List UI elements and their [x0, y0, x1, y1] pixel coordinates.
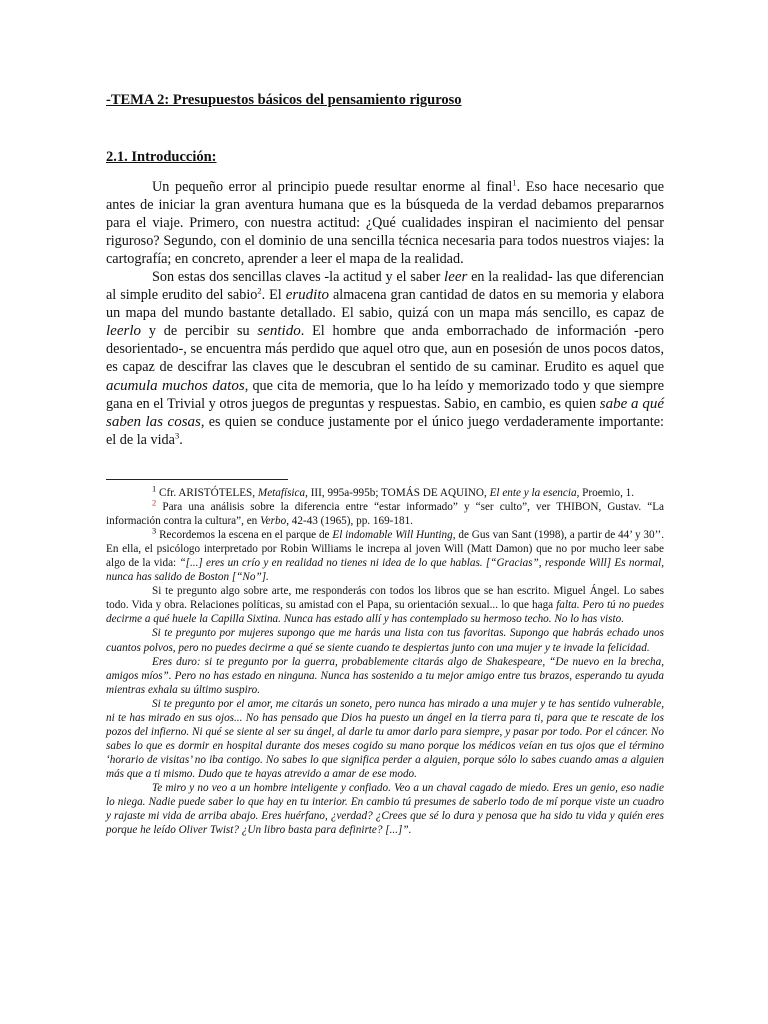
page-title: -TEMA 2: Presupuestos básicos del pensamiento riguroso	[106, 92, 462, 108]
footnote-separator	[106, 479, 288, 480]
footnote-3-quote-genius: Te miro y no veo a un hombre inteligente y confiado. Veo a un chaval cagado de miedo. Eres un genio, eso nadie lo niega. Nadie puede saber lo que hay en tu interior. En cambio tú presumes de saberlo todo de mí porque viste un cuadro y rajaste mi vida de arriba abajo. Eres huérfano, ¿verdad? ¿Crees que sé lo dura y penosa que ha sido tu vida y quién eres porque he leído Oliver Twist? ¿Un libro basta para definirte? [...]”.	[106, 781, 664, 837]
footnote-ref-3[interactable]: 3	[174, 429, 180, 440]
footnote-3-quote-art: Si te pregunto algo sobre arte, me responderás con todos los libros que se han escrito. Miguel Ángel. Lo sabes todo. Vida y obra. Relaciones políticas, su amistad con el Papa, su orientación sexual... lo que haga falta. Pero tú no puedes decirme a qué huele la Capilla Sixtina. Nunca has estado allí y has contemplado su hermoso techo. No lo has visto.	[106, 585, 664, 626]
footnote-3-quote-women: Si te pregunto por mujeres supongo que me harás una lista con tus favoritas. Supongo que habrás echado unos cuantos polvos, pero no puedes decirme a qué se siente cuando te despiertas junto con una mujer y te invade la felicidad.	[106, 627, 664, 654]
footnote-ref-2[interactable]: 2	[257, 285, 262, 296]
main-body	[106, 178, 664, 449]
footnote-3: $^3$ Recordemos la escena en el parque de El indomable Will Hunting, de Gus van Sant (1998), a partir de 44’ y 30’’. En ella, el psicólogo interpretado por Robin Williams le increpa al joven Will (Matt Damon) que no por mucho leer sabe algo de la vida: “[...] eres un crío y en realidad no tienes ni idea de lo que hablas. [“Gracias”, responde Will] Es normal, nunca has salido de Boston [“No”].	[106, 525, 664, 584]
footnote-1: $^1$ Cfr. ARISTÓTELES, Metafísica, III, 995a-995b; TOMÁS DE AQUINO, El ente y la esencia, Proemio, 1.	[152, 483, 635, 499]
paragraph-1: Un pequeño error al principio puede resultar enorme al final$^1$. Eso hace necesario que antes de iniciar la gran aventura humana que es la búsqueda de la verdad debamos prepararnos para el viaje. Primero, con nuestra actitud: ¿Qué cualidades inspiran el nacimiento del pensar riguroso? Segundo, con el dominio de una sencilla técnica necesaria para todos nuestros viajes: la cartografía; en concreto, aprender a leer el mapa de la realidad.	[106, 177, 664, 268]
footnote-2: $^2$ Para una análisis sobre la diferencia entre “estar informado” y “ser culto”, ver THIBON, Gustav. “La información contra la cultura”, en Verbo, 42-43 (1965), pp. 169-181.	[106, 497, 664, 528]
footnote-ref-1[interactable]: 1	[512, 177, 517, 188]
paragraph-2: Son estas dos sencillas claves -la actitud y el saber leer en la realidad- las que diferencian al simple erudito del sabio$^2$. El erudito almacena gran cantidad de datos en su memoria y elabora un mapa del mundo bastante detallado. El sabio, quizá con un mapa más sencillo, es capaz de leerlo y de percibir su sentido. El hombre que anda emborrachado de información -pero desorientado-, se encuentra más perdido que aquel otro que, aun en posesión de unos pocos datos, es capaz de descifrar las claves que le descubran el sentido de su caminar. Erudito es aquel que acumula muchos datos, que cita de memoria, que lo ha leído y memorizado todo y que siempre gana en el Trivial y otros juegos de preguntas y respuestas. Sabio, en cambio, es quien sabe a qué saben las cosas, es quien se conduce justamente por el único juego verdaderamente importante: el de la vida$^3$.	[106, 269, 665, 448]
footnote-3-quote-love: Si te pregunto por el amor, me citarás un soneto, pero nunca has mirado a una mujer y te has sentido vulnerable, ni te has mirado en sus ojos... No has pensado que Dios ha puesto un ángel en la tierra para ti, para que te rescate de los pozos del infierno. Ni qué se siente al ser su ángel, al darle tu amor darlo para siempre, y pasar por todo. Por el cáncer. No sabes lo que es dormir en hospital durante dos meses cogido su mano porque los médicos veían en tus ojos que el término ‘horario de visitas’ no iba contigo. No sabes lo que significa perder a alguien, porque sólo lo sabes cuando amas a alguien más que a ti mismo. Dudo que te hayas atrevido a amar de ese modo.	[106, 697, 664, 780]
footnote-3-quote-war: Eres duro: si te pregunto por la guerra, probablemente citarás algo de Shakespeare, “De nuevo en la brecha, amigos míos”. Pero no has estado en ninguna. Nunca has sostenido a tu mejor amigo entre tus brazos, esperando tu ayuda mientras exhala su último suspiro.	[106, 655, 664, 696]
section-heading: 2.1. Introducción:	[106, 149, 217, 165]
footnotes	[106, 483, 664, 837]
